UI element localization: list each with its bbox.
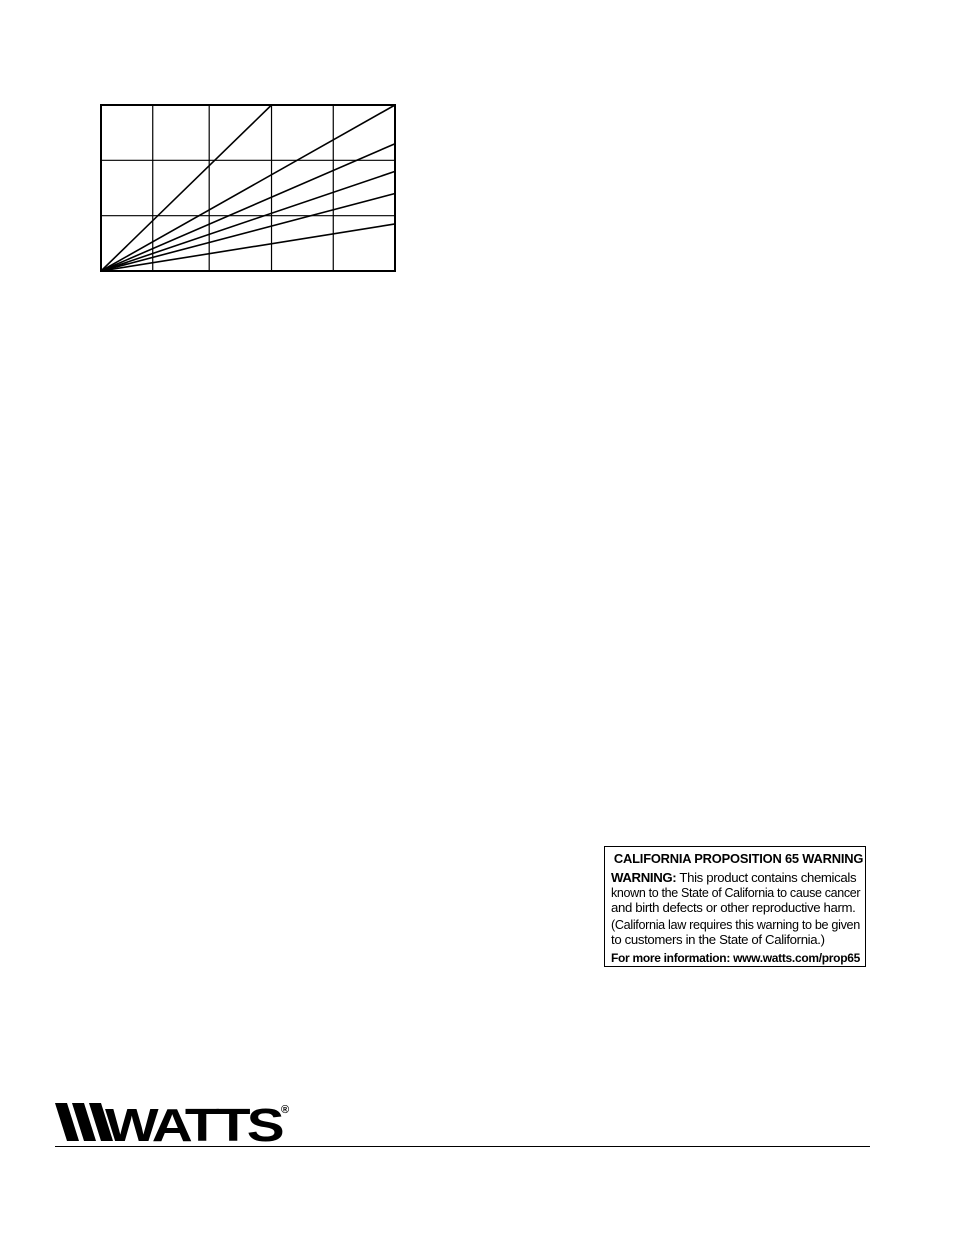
line-chart: [0, 0, 954, 320]
series-line-4: [101, 171, 395, 271]
warning-text-1: This product contains chemicals: [676, 870, 857, 885]
logo-wordmark: WATTS: [105, 1099, 283, 1145]
series-line-2: [101, 105, 395, 271]
warning-line-1: [611, 870, 860, 885]
warning-lead: WARNING:: [611, 870, 677, 885]
chart-series-group: [101, 105, 395, 271]
warning-more-info: For more information: www.watts.com/prop65: [611, 951, 860, 965]
series-line-1: [101, 105, 272, 271]
warning-note-line-2: to customers in the State of California.): [611, 932, 825, 947]
warning-line-3: and birth defects or other reproductive harm.: [611, 900, 856, 915]
registered-mark: ®: [281, 1104, 290, 1116]
footer-rule: [55, 1146, 870, 1147]
series-line-3: [101, 144, 395, 271]
prop65-warning-box: [604, 846, 866, 967]
warning-title: CALIFORNIA PROPOSITION 65 WARNING: [613, 851, 864, 866]
warning-line-2: known to the State of California to cause cancer: [611, 885, 861, 900]
watts-logo: [55, 1099, 295, 1145]
series-line-6: [101, 224, 395, 271]
series-line-5: [101, 194, 395, 271]
warning-note-line-1: (California law requires this warning to be given: [611, 917, 860, 932]
